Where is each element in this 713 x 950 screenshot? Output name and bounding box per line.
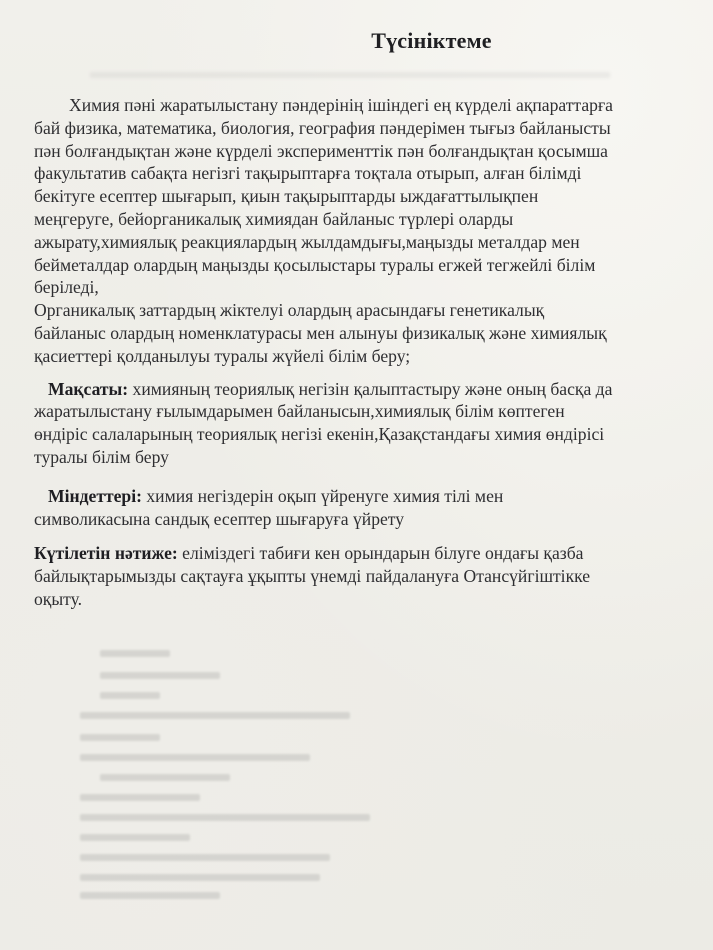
- section-text: химия негіздерін оқып үйренуге химия тілі мен: [141, 485, 504, 506]
- bleed-through-table: [60, 640, 620, 900]
- bleed-line: [100, 692, 160, 699]
- text-line: беріледі,: [34, 277, 99, 298]
- text-line: символикасына сандық есептер шығаруға үйрету: [34, 508, 405, 529]
- text-line: қасиеттері қолданылуы туралы жүйелі білім беру;: [34, 345, 411, 366]
- text-line: оқыту.: [34, 588, 83, 609]
- bleed-line: [100, 650, 170, 657]
- section-first-line: [34, 542, 674, 565]
- bleed-line: [100, 774, 230, 781]
- page-title: Түсініктеме: [371, 28, 492, 53]
- text-line: ажырату,химиялық реакциялардың жылдамдығы,маңызды металдар мен: [34, 231, 580, 252]
- text-line: факультатив сабақта негізгі тақырыптарға тоқтала отырып, алған білімді: [34, 163, 582, 184]
- bleed-line: [100, 672, 220, 679]
- bleed-line: [80, 712, 350, 719]
- section-text: еліміздегі табиғи кен орындарын білуге ондағы қазба: [177, 543, 584, 564]
- section-text: химияның теориялық негізін қалыптастыру және оның басқа да: [128, 378, 613, 399]
- text-line: бай физика, математика, биология, география пәндерімен тығыз байланысты: [34, 117, 611, 138]
- text-line: пән болғандықтан және күрделі эксперименттік пән болғандықтан қосымша: [34, 140, 608, 161]
- text-line: байлықтарымызды сақтауға ұқыпты үнемді пайдалануға Отансүйгіштікке: [34, 566, 591, 587]
- bleed-line: [80, 734, 160, 741]
- text-line: Органикалық заттардың жіктелуі олардың арасындағы генетикалық: [34, 300, 545, 321]
- bleed-line: [80, 874, 320, 881]
- text-line: өндіріс салаларының теориялық негізі екенін,Қазақстандағы химия өндірісі: [34, 424, 605, 445]
- text-line: бейметалдар олардың маңызды қосылыстары туралы егжей тегжейлі білім: [34, 254, 596, 275]
- section-first-line: [34, 485, 674, 508]
- text-line: туралы білім беру: [34, 446, 169, 467]
- bleed-through-shadow: [90, 72, 610, 78]
- section-label: Міндеттері:: [48, 485, 142, 506]
- intro-paragraph: [34, 94, 674, 368]
- bleed-line: [80, 834, 190, 841]
- text-line: байланыс олардың номенклатурасы мен алынуы физикалық және химиялық: [34, 322, 607, 343]
- section-first-line: [34, 378, 674, 401]
- section-label: Күтілетін нәтиже:: [34, 543, 178, 564]
- section-tasks: [34, 485, 674, 531]
- text-line: меңгеруге, бейорганикалық химиядан байланыс түрлері оларды: [34, 208, 514, 229]
- text-line: жаратылыстану ғылымдарымен байланысын,химиялық білім көптеген: [34, 401, 565, 422]
- document-body: [34, 94, 674, 611]
- bleed-line: [80, 754, 310, 761]
- text-line: бекітуге есептер шығарып, қиын тақырыптарды ыждағаттылықпен: [34, 186, 539, 207]
- section-label: Мақсаты:: [48, 378, 129, 399]
- text-line: Химия пәні жаратылыстану пәндерінің ішіндегі ең күрделі ақпараттарға: [69, 95, 613, 115]
- bleed-line: [80, 814, 370, 821]
- section-goals: [34, 378, 674, 469]
- section-expected-results: [34, 542, 674, 610]
- bleed-line: [80, 892, 220, 899]
- bleed-line: [80, 794, 200, 801]
- bleed-line: [80, 854, 330, 861]
